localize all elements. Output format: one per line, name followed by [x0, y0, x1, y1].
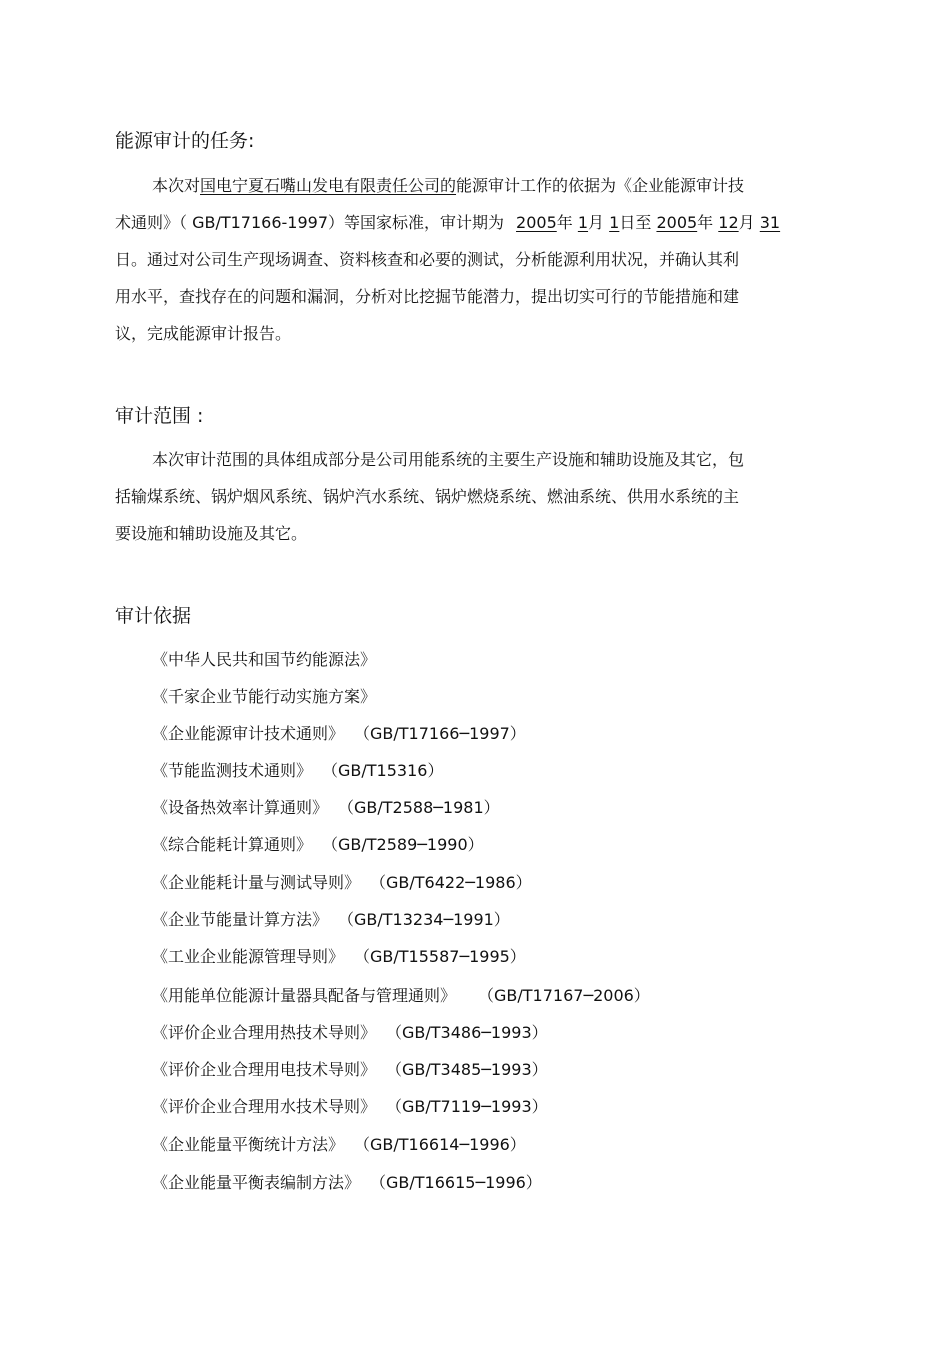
reference-title: 《企业节能量计算方法》 — [152, 910, 329, 929]
reference-title: 《节能监测技术通则》 — [152, 761, 313, 780]
reference-item — [152, 1022, 548, 1044]
company-name: 国电宁夏石嘴山发电有限责任公司的 — [200, 176, 457, 195]
reference-code: （GB/T6422─1986） — [378, 873, 532, 892]
task-paragraph-line-5: 议，完成能源审计报告。 — [115, 324, 292, 343]
unit-year: 年 — [556, 213, 573, 232]
task-paragraph-line-3: 日。通过对公司生产现场调查、资料核查和必要的测试，分析能源利用状况，并确认其利 — [115, 250, 740, 269]
section-heading-task: 能源审计的任务: — [115, 130, 255, 152]
reference-item — [152, 909, 510, 931]
reference-title: 《企业能量平衡统计方法》 — [152, 1135, 345, 1154]
reference-title: 《工业企业能源管理导则》 — [152, 947, 345, 966]
scope-paragraph-line-2: 括输煤系统、锅炉烟风系统、锅炉汽水系统、锅炉燃烧系统、燃油系统、供用水系统的主 — [115, 487, 740, 506]
reference-item — [152, 686, 394, 708]
start-year: 2005 — [516, 213, 557, 232]
reference-item — [152, 797, 500, 819]
reference-item — [152, 760, 443, 782]
unit-day-to: 日至 — [619, 213, 652, 232]
reference-item — [152, 1059, 548, 1081]
reference-code: （GB/T2589─1990） — [330, 835, 484, 854]
task-text: 本次对 — [152, 176, 201, 195]
reference-title: 《中华人民共和国节约能源法》 — [152, 650, 377, 669]
task-text: 术通则》（ GB/T17166-1997）等国家标准，审计期为 — [115, 213, 505, 232]
reference-item — [152, 946, 526, 968]
reference-code: （GB/T15316） — [330, 761, 444, 780]
reference-code: （GB/T3486─1993） — [394, 1023, 548, 1042]
task-paragraph-line-1 — [152, 175, 744, 197]
reference-item — [152, 985, 650, 1007]
start-day: 1 — [609, 213, 620, 232]
scope-paragraph-line-1: 本次审计范围的具体组成部分是公司用能系统的主要生产设施和辅助设施及其它，包 — [152, 450, 745, 469]
scope-paragraph-line-3: 要设施和辅助设施及其它。 — [115, 524, 308, 543]
reference-title: 《企业能源审计技术通则》 — [152, 724, 345, 743]
reference-title: 《企业能量平衡表编制方法》 — [152, 1173, 361, 1192]
task-paragraph-line-2 — [115, 212, 780, 234]
reference-title: 《评价企业合理用热技术导则》 — [152, 1023, 377, 1042]
reference-title: 《企业能耗计量与测试导则》 — [152, 873, 361, 892]
reference-title: 《评价企业合理用电技术导则》 — [152, 1060, 377, 1079]
reference-title: 《设备热效率计算通则》 — [152, 798, 329, 817]
end-month: 12 — [718, 213, 739, 232]
reference-code: （GB/T13234─1991） — [346, 910, 510, 929]
reference-title: 《用能单位能源计量器具配备与管理通则》 — [152, 986, 457, 1005]
section-heading-scope: 审计范围 : — [115, 405, 204, 427]
reference-item — [152, 723, 526, 745]
reference-code: （GB/T16614─1996） — [362, 1135, 526, 1154]
reference-code: （GB/T17166─1997） — [362, 724, 526, 743]
reference-code: （GB/T17167─2006） — [486, 986, 650, 1005]
task-text: 能源审计工作的依据为《企业能源审计技 — [456, 176, 745, 195]
reference-code: （GB/T15587─1995） — [362, 947, 526, 966]
reference-item — [152, 1172, 542, 1194]
reference-code: （GB/T16615─1996） — [378, 1173, 542, 1192]
unit-year: 年 — [697, 213, 714, 232]
reference-code: （GB/T3485─1993） — [394, 1060, 548, 1079]
start-month: 1 — [577, 213, 589, 232]
unit-month: 月 — [588, 213, 605, 232]
task-paragraph-line-4: 用水平，查找存在的问题和漏洞，分析对比挖掘节能潜力，提出切实可行的节能措施和建 — [115, 287, 740, 306]
reference-title: 《综合能耗计算通则》 — [152, 835, 313, 854]
section-heading-basis: 审计依据 — [115, 605, 192, 627]
reference-item — [152, 834, 484, 856]
reference-item — [152, 872, 532, 894]
reference-title: 《千家企业节能行动实施方案》 — [152, 687, 377, 706]
reference-title: 《评价企业合理用水技术导则》 — [152, 1097, 377, 1116]
reference-item — [152, 649, 394, 671]
reference-item — [152, 1134, 526, 1156]
end-day: 31 — [759, 213, 781, 232]
reference-item — [152, 1096, 548, 1118]
reference-code: （GB/T2588─1981） — [346, 798, 500, 817]
reference-code: （GB/T7119─1993） — [394, 1097, 548, 1116]
unit-month: 月 — [738, 213, 755, 232]
end-year: 2005 — [656, 213, 698, 232]
